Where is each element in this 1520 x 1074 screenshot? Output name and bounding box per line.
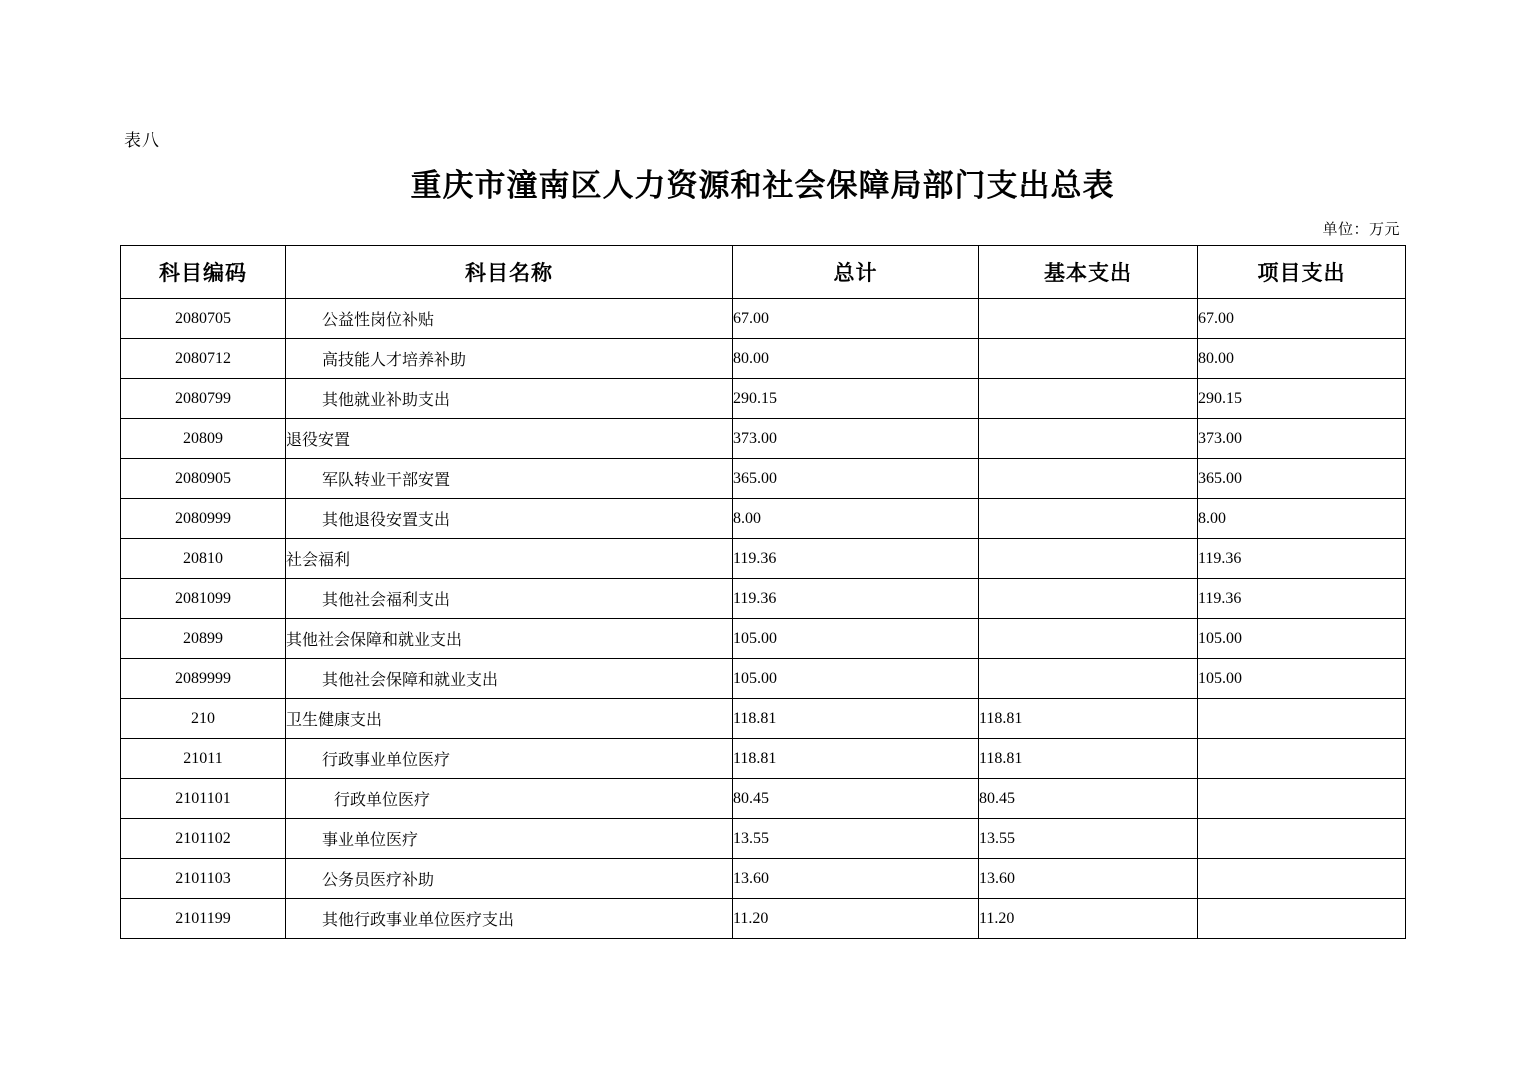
cell-code: 2080999 — [121, 499, 286, 539]
table-row — [121, 619, 1406, 659]
cell-total: 13.55 — [733, 819, 979, 859]
cell-basic — [979, 339, 1198, 379]
cell-name: 高技能人才培养补助 — [286, 339, 733, 379]
cell-total: 67.00 — [733, 299, 979, 339]
cell-name: 行政单位医疗 — [286, 779, 733, 819]
cell-code: 2080905 — [121, 459, 286, 499]
cell-basic — [979, 499, 1198, 539]
column-header-total: 总计 — [733, 246, 979, 299]
table-row — [121, 899, 1406, 939]
cell-total: 11.20 — [733, 899, 979, 939]
cell-code: 2089999 — [121, 659, 286, 699]
cell-code: 2081099 — [121, 579, 286, 619]
cell-project: 119.36 — [1198, 579, 1406, 619]
cell-name: 公务员医疗补助 — [286, 859, 733, 899]
cell-code: 2101103 — [121, 859, 286, 899]
table-row — [121, 419, 1406, 459]
cell-basic — [979, 539, 1198, 579]
cell-basic — [979, 419, 1198, 459]
sheet-label: 表八 — [124, 131, 160, 150]
cell-project — [1198, 699, 1406, 739]
cell-project: 119.36 — [1198, 539, 1406, 579]
cell-name: 其他社会福利支出 — [286, 579, 733, 619]
cell-total: 80.00 — [733, 339, 979, 379]
cell-name: 其他社会保障和就业支出 — [286, 619, 733, 659]
table-row — [121, 659, 1406, 699]
unit-label: 单位：万元 — [1322, 222, 1400, 238]
cell-project: 67.00 — [1198, 299, 1406, 339]
cell-total: 373.00 — [733, 419, 979, 459]
cell-total: 118.81 — [733, 739, 979, 779]
expenditure-table — [120, 245, 1406, 939]
cell-basic: 80.45 — [979, 779, 1198, 819]
cell-code: 210 — [121, 699, 286, 739]
table-row — [121, 579, 1406, 619]
cell-project: 105.00 — [1198, 619, 1406, 659]
cell-total: 105.00 — [733, 619, 979, 659]
cell-project: 365.00 — [1198, 459, 1406, 499]
cell-name: 社会福利 — [286, 539, 733, 579]
column-header-name: 科目名称 — [286, 246, 733, 299]
cell-name: 公益性岗位补贴 — [286, 299, 733, 339]
table-row — [121, 539, 1406, 579]
table-row — [121, 299, 1406, 339]
cell-basic — [979, 379, 1198, 419]
cell-total: 119.36 — [733, 539, 979, 579]
cell-basic — [979, 579, 1198, 619]
cell-basic — [979, 459, 1198, 499]
cell-project: 80.00 — [1198, 339, 1406, 379]
table-row — [121, 379, 1406, 419]
cell-project: 8.00 — [1198, 499, 1406, 539]
cell-project: 373.00 — [1198, 419, 1406, 459]
table-body — [121, 299, 1406, 939]
page-title: 重庆市潼南区人力资源和社会保障局部门支出总表 — [410, 168, 1115, 203]
cell-total: 290.15 — [733, 379, 979, 419]
cell-total: 13.60 — [733, 859, 979, 899]
column-header-basic: 基本支出 — [979, 246, 1198, 299]
cell-code: 2101101 — [121, 779, 286, 819]
cell-name: 退役安置 — [286, 419, 733, 459]
cell-code: 20810 — [121, 539, 286, 579]
cell-basic: 13.60 — [979, 859, 1198, 899]
cell-project — [1198, 899, 1406, 939]
table-row — [121, 699, 1406, 739]
table-row — [121, 339, 1406, 379]
column-header-project: 项目支出 — [1198, 246, 1406, 299]
cell-basic: 11.20 — [979, 899, 1198, 939]
cell-name: 其他社会保障和就业支出 — [286, 659, 733, 699]
table-row — [121, 499, 1406, 539]
cell-code: 20899 — [121, 619, 286, 659]
cell-name: 其他退役安置支出 — [286, 499, 733, 539]
cell-total: 80.45 — [733, 779, 979, 819]
table-header-row — [121, 246, 1406, 299]
column-header-code: 科目编码 — [121, 246, 286, 299]
table-row — [121, 779, 1406, 819]
cell-total: 119.36 — [733, 579, 979, 619]
cell-code: 2101199 — [121, 899, 286, 939]
cell-code: 2080712 — [121, 339, 286, 379]
cell-code: 20809 — [121, 419, 286, 459]
cell-basic: 118.81 — [979, 699, 1198, 739]
cell-name: 卫生健康支出 — [286, 699, 733, 739]
cell-total: 365.00 — [733, 459, 979, 499]
cell-name: 事业单位医疗 — [286, 819, 733, 859]
cell-project: 105.00 — [1198, 659, 1406, 699]
table-row — [121, 819, 1406, 859]
cell-project: 290.15 — [1198, 379, 1406, 419]
cell-code: 2080799 — [121, 379, 286, 419]
cell-basic — [979, 619, 1198, 659]
cell-name: 其他就业补助支出 — [286, 379, 733, 419]
cell-total: 118.81 — [733, 699, 979, 739]
table-row — [121, 459, 1406, 499]
table-row — [121, 859, 1406, 899]
cell-project — [1198, 859, 1406, 899]
cell-name: 行政事业单位医疗 — [286, 739, 733, 779]
table-row — [121, 739, 1406, 779]
cell-code: 21011 — [121, 739, 286, 779]
cell-total: 8.00 — [733, 499, 979, 539]
cell-name: 军队转业干部安置 — [286, 459, 733, 499]
cell-project — [1198, 819, 1406, 859]
cell-total: 105.00 — [733, 659, 979, 699]
cell-name: 其他行政事业单位医疗支出 — [286, 899, 733, 939]
cell-code: 2080705 — [121, 299, 286, 339]
cell-code: 2101102 — [121, 819, 286, 859]
cell-basic: 13.55 — [979, 819, 1198, 859]
cell-basic — [979, 659, 1198, 699]
cell-basic: 118.81 — [979, 739, 1198, 779]
cell-project — [1198, 739, 1406, 779]
cell-project — [1198, 779, 1406, 819]
cell-basic — [979, 299, 1198, 339]
